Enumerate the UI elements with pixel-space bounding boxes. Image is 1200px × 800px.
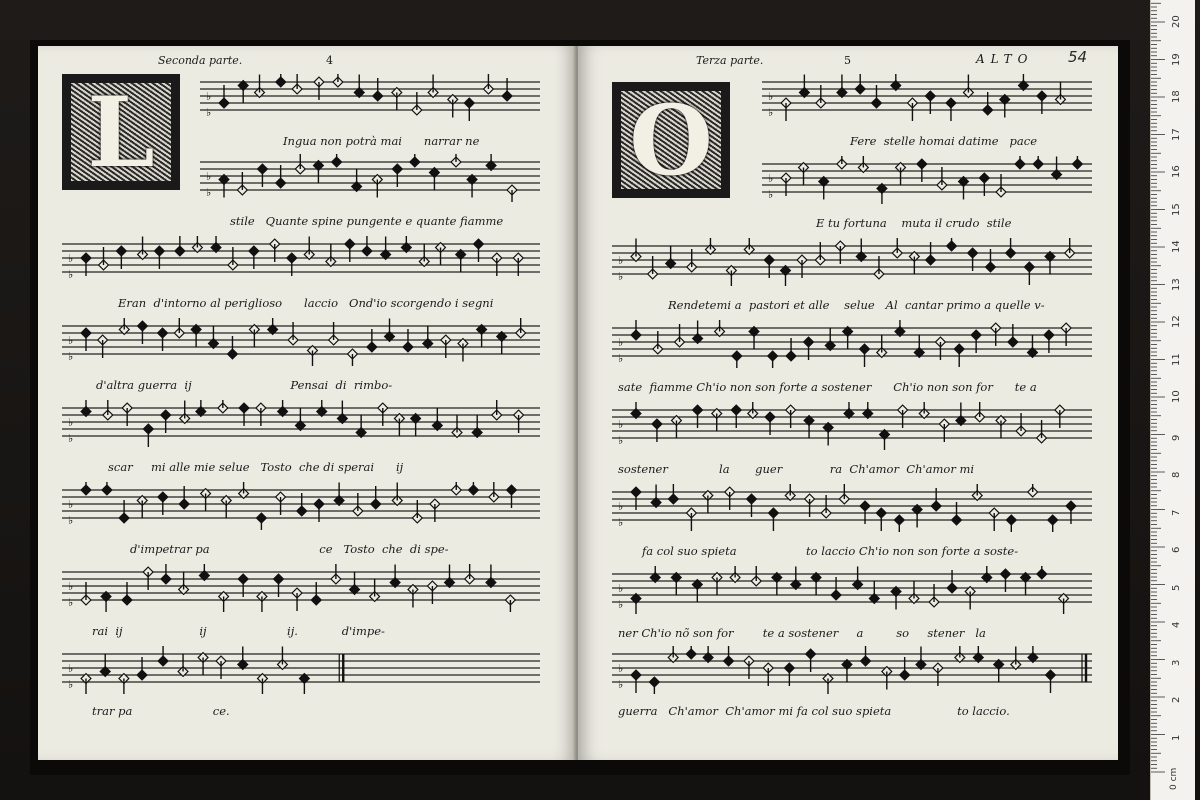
note <box>465 564 475 584</box>
music-staff <box>62 400 540 448</box>
note <box>1065 238 1075 258</box>
note <box>352 169 362 192</box>
note <box>238 647 248 670</box>
flat-sign: ♭ <box>68 514 74 527</box>
voice-part-label: ALTO <box>976 52 1034 66</box>
note <box>179 572 189 595</box>
note <box>436 243 446 266</box>
note <box>429 168 439 191</box>
initial-letter: O <box>629 83 713 197</box>
flat-sign: ♭ <box>618 662 624 675</box>
note <box>299 674 309 694</box>
note <box>916 647 926 670</box>
note <box>869 581 879 604</box>
note <box>749 327 759 350</box>
note <box>671 573 681 596</box>
note <box>693 321 703 344</box>
flat-sign: ♭ <box>68 268 74 281</box>
ruler-mark: 12 <box>1171 315 1182 328</box>
note <box>419 244 429 267</box>
note <box>909 252 919 275</box>
note <box>337 401 347 424</box>
note <box>219 592 229 612</box>
flat-sign: ♭ <box>618 418 624 431</box>
lyric-line: Rendetemi a pastori et alle selue Al cantar primo a quelle v- <box>668 298 1045 312</box>
lyric-line: Fere stelle homai datime pace <box>850 134 1037 148</box>
note <box>178 654 188 677</box>
music-staff <box>612 646 1092 694</box>
note <box>103 400 113 420</box>
note <box>959 177 969 200</box>
note <box>909 581 919 604</box>
note <box>81 482 91 495</box>
music-staff <box>200 74 540 122</box>
note <box>712 409 722 432</box>
lyric-line: sate fiamme Ch'io non son forte a sostener Ch'io non son for te a <box>618 380 1037 394</box>
music-staff <box>762 74 1092 122</box>
note <box>445 565 455 588</box>
note <box>81 674 91 694</box>
note <box>912 505 922 528</box>
note <box>1006 238 1016 258</box>
note <box>686 646 696 659</box>
note <box>837 156 847 169</box>
note <box>914 335 924 358</box>
note <box>703 491 713 514</box>
flat-sign: ♭ <box>206 186 212 199</box>
note <box>313 161 323 184</box>
page-number: 5 <box>844 54 851 67</box>
note <box>477 325 487 348</box>
left-page <box>38 46 576 760</box>
initial-letter: L <box>87 75 155 189</box>
lyric-line: ner Ch'io nõ son for te a sostener a so stener la <box>618 626 986 640</box>
note <box>497 332 507 355</box>
lyric-line: d'altra guerra ij Pensai di rimbo- <box>96 378 393 392</box>
note <box>1048 515 1058 532</box>
note <box>256 513 266 530</box>
flat-sign: ♭ <box>68 498 74 511</box>
flat-sign: ♭ <box>68 432 74 445</box>
flat-sign: ♭ <box>618 254 624 267</box>
flat-sign: ♭ <box>618 598 624 611</box>
note <box>507 185 517 202</box>
woodcut-initial <box>612 82 730 198</box>
note <box>174 318 184 338</box>
note <box>292 74 302 94</box>
note <box>161 564 171 584</box>
lyric-line: d'impetrar pa ce Tosto che di spe- <box>130 542 449 556</box>
note <box>208 326 218 349</box>
note <box>350 572 360 595</box>
note <box>372 175 382 198</box>
note <box>505 595 515 612</box>
note <box>1015 156 1025 169</box>
folio-number: 54 <box>1068 48 1088 66</box>
section-title: Terza parte. <box>696 54 764 67</box>
note <box>1056 82 1066 105</box>
note <box>423 326 433 349</box>
flat-sign: ♭ <box>68 416 74 429</box>
music-staff <box>62 482 540 530</box>
ruler-mark: 7 <box>1171 509 1182 516</box>
woodcut-initial <box>62 74 180 190</box>
note <box>861 646 871 666</box>
lyric-line: fa col suo spieta to laccio Ch'io non son forte a soste- <box>642 544 1019 558</box>
note <box>356 415 366 438</box>
note <box>278 647 288 670</box>
note <box>799 75 809 98</box>
note <box>221 496 231 519</box>
note <box>348 349 358 366</box>
flat-sign: ♭ <box>618 434 624 447</box>
note <box>842 660 852 683</box>
note <box>892 238 902 258</box>
note <box>468 482 478 495</box>
page-number: 4 <box>326 54 333 67</box>
ruler-mark: 19 <box>1171 52 1182 66</box>
note <box>692 580 702 603</box>
note <box>472 415 482 438</box>
note <box>483 74 493 94</box>
flat-sign: ♭ <box>206 106 212 119</box>
music-staff <box>612 566 1092 614</box>
note <box>1072 156 1082 169</box>
note <box>218 400 228 413</box>
note <box>394 414 404 437</box>
note <box>201 489 211 512</box>
note <box>804 416 814 439</box>
note <box>180 401 190 424</box>
flat-sign: ♭ <box>68 350 74 363</box>
flat-sign: ♭ <box>618 678 624 691</box>
note <box>666 246 676 269</box>
note <box>975 402 985 422</box>
note <box>965 587 975 610</box>
music-staff <box>612 484 1092 532</box>
note <box>823 674 833 694</box>
music-staff <box>612 402 1092 450</box>
note <box>963 75 973 98</box>
flat-sign: ♭ <box>618 352 624 365</box>
note <box>381 237 391 260</box>
ruler-mark: 4 <box>1171 621 1182 628</box>
flat-sign: ♭ <box>618 582 624 595</box>
ruler-unit: 0 cm <box>1169 767 1179 790</box>
note <box>489 482 499 502</box>
note <box>631 239 641 262</box>
note <box>448 95 458 118</box>
note <box>768 351 778 368</box>
note <box>882 667 892 690</box>
lyric-line: guerra Ch'amor Ch'amor mi fa col suo spieta to laccio. <box>618 704 1010 718</box>
right-page <box>578 46 1118 760</box>
flat-sign: ♭ <box>768 172 774 185</box>
note <box>249 325 259 348</box>
ruler-mark: 1 <box>1171 734 1182 741</box>
flat-sign: ♭ <box>618 516 624 529</box>
note <box>1059 594 1069 614</box>
note <box>1000 95 1010 118</box>
note <box>119 674 129 694</box>
ruler-mark: 15 <box>1171 202 1182 216</box>
note <box>175 236 185 256</box>
note <box>451 482 461 495</box>
note <box>631 320 641 340</box>
flat-sign: ♭ <box>768 188 774 201</box>
note <box>877 184 887 204</box>
lyric-line: trar pa ce. <box>92 704 230 718</box>
note <box>823 423 833 446</box>
note <box>410 154 420 167</box>
note <box>751 566 761 586</box>
note <box>1011 647 1021 670</box>
note <box>276 74 286 87</box>
music-staff <box>62 236 540 284</box>
flat-sign: ♭ <box>768 90 774 103</box>
note <box>896 163 906 186</box>
note <box>191 325 201 348</box>
ruler-mark: 18 <box>1171 90 1182 103</box>
ruler-mark: 11 <box>1171 352 1182 366</box>
note <box>894 515 904 532</box>
flat-sign: ♭ <box>768 106 774 119</box>
ruler-mark: 14 <box>1171 240 1182 253</box>
note <box>811 573 821 596</box>
note <box>649 677 659 694</box>
flat-sign: ♭ <box>68 252 74 265</box>
note <box>492 400 502 420</box>
note <box>856 239 866 262</box>
note <box>308 346 318 366</box>
note <box>853 567 863 590</box>
lyric-line: rai ij ij ij. d'impe- <box>92 624 385 638</box>
note <box>255 75 265 98</box>
note <box>101 592 111 612</box>
note <box>354 75 364 98</box>
note <box>880 430 890 450</box>
note <box>996 416 1006 439</box>
note <box>456 250 466 273</box>
note <box>370 579 380 602</box>
lyric-line: stile Quante spine pungente e quante fiamme <box>230 214 504 228</box>
note <box>1052 157 1062 180</box>
note <box>791 567 801 590</box>
note <box>668 484 678 504</box>
note <box>158 646 168 666</box>
note <box>726 266 736 286</box>
note <box>331 564 341 584</box>
ruler-mark: 20 <box>1171 15 1182 28</box>
section-title: Seconda parte. <box>158 54 243 67</box>
measuring-ruler <box>1150 0 1195 800</box>
note <box>458 339 468 362</box>
flat-sign: ♭ <box>68 678 74 691</box>
flat-sign: ♭ <box>618 270 624 283</box>
ruler-mark: 3 <box>1171 659 1182 666</box>
flat-sign: ♭ <box>206 90 212 103</box>
ruler-mark: 17 <box>1171 127 1182 141</box>
note <box>1028 335 1038 358</box>
note <box>486 565 496 588</box>
note <box>333 74 343 87</box>
note <box>855 74 865 94</box>
lyric-line: scar mi alle mie selue Tosto che di sperai ij <box>108 460 404 474</box>
note <box>843 327 853 350</box>
note <box>1045 252 1055 275</box>
note <box>651 485 661 508</box>
note <box>138 237 148 260</box>
note <box>198 653 208 676</box>
flat-sign: ♭ <box>68 662 74 675</box>
note <box>392 483 402 506</box>
note <box>326 244 336 267</box>
flat-sign: ♭ <box>68 596 74 609</box>
flat-sign: ♭ <box>206 170 212 183</box>
ruler-mark: 5 <box>1171 584 1182 591</box>
note <box>219 175 229 198</box>
note <box>825 328 835 351</box>
note <box>390 565 400 588</box>
music-staff <box>62 564 540 612</box>
ruler-mark: 6 <box>1171 546 1182 553</box>
note <box>631 594 641 614</box>
lyric-line: Ingua non potrà mai narrar ne <box>283 134 480 148</box>
note <box>837 75 847 98</box>
flat-sign: ♭ <box>68 334 74 347</box>
flat-sign: ♭ <box>618 336 624 349</box>
note <box>994 660 1004 683</box>
note <box>956 403 966 426</box>
music-staff <box>612 238 1092 286</box>
ruler-mark: 16 <box>1171 165 1182 178</box>
flat-sign: ♭ <box>68 580 74 593</box>
ruler-mark: 8 <box>1171 471 1182 478</box>
note <box>839 484 849 504</box>
music-staff <box>200 154 540 202</box>
note <box>451 154 461 167</box>
note <box>428 75 438 98</box>
ruler-mark: 9 <box>1171 434 1182 441</box>
note <box>819 177 829 200</box>
note <box>304 237 314 260</box>
note <box>672 416 682 439</box>
note <box>334 483 344 506</box>
note <box>137 496 147 519</box>
note <box>392 88 402 111</box>
note <box>257 592 267 612</box>
note <box>781 266 791 286</box>
music-staff <box>762 156 1092 204</box>
note <box>1028 484 1038 497</box>
note <box>724 646 734 666</box>
note <box>385 319 395 342</box>
note <box>1037 566 1047 579</box>
music-staff <box>62 318 540 366</box>
note <box>1033 156 1043 169</box>
note <box>295 154 305 174</box>
note <box>799 163 809 186</box>
note <box>772 573 782 596</box>
note <box>432 408 442 431</box>
note <box>258 674 268 694</box>
note <box>712 573 722 596</box>
note <box>1006 515 1016 532</box>
note <box>877 335 887 358</box>
note <box>467 175 477 198</box>
music-staff <box>62 646 540 694</box>
ruler-mark: 13 <box>1171 277 1182 291</box>
lyric-line: Eran d'intorno al periglioso laccio Ond'io scorgendo i segni <box>118 296 494 310</box>
note <box>100 654 110 677</box>
note <box>411 414 421 437</box>
music-staff <box>612 320 1092 368</box>
flat-sign: ♭ <box>618 500 624 513</box>
note <box>408 585 418 608</box>
note <box>102 482 112 495</box>
ruler-mark: 2 <box>1171 696 1182 703</box>
note <box>332 154 342 167</box>
note <box>891 587 901 610</box>
lyric-line: E tu fortuna muta il crudo stile <box>816 216 1012 230</box>
note <box>362 236 372 256</box>
note <box>452 415 462 438</box>
lyric-line: sostener la guer ra Ch'amor Ch'amor mi <box>618 462 975 476</box>
note <box>732 351 742 368</box>
ruler-mark: 10 <box>1171 390 1182 403</box>
note <box>947 238 957 251</box>
note <box>516 318 526 338</box>
note <box>295 408 305 431</box>
note <box>1021 573 1031 596</box>
note <box>238 81 248 104</box>
